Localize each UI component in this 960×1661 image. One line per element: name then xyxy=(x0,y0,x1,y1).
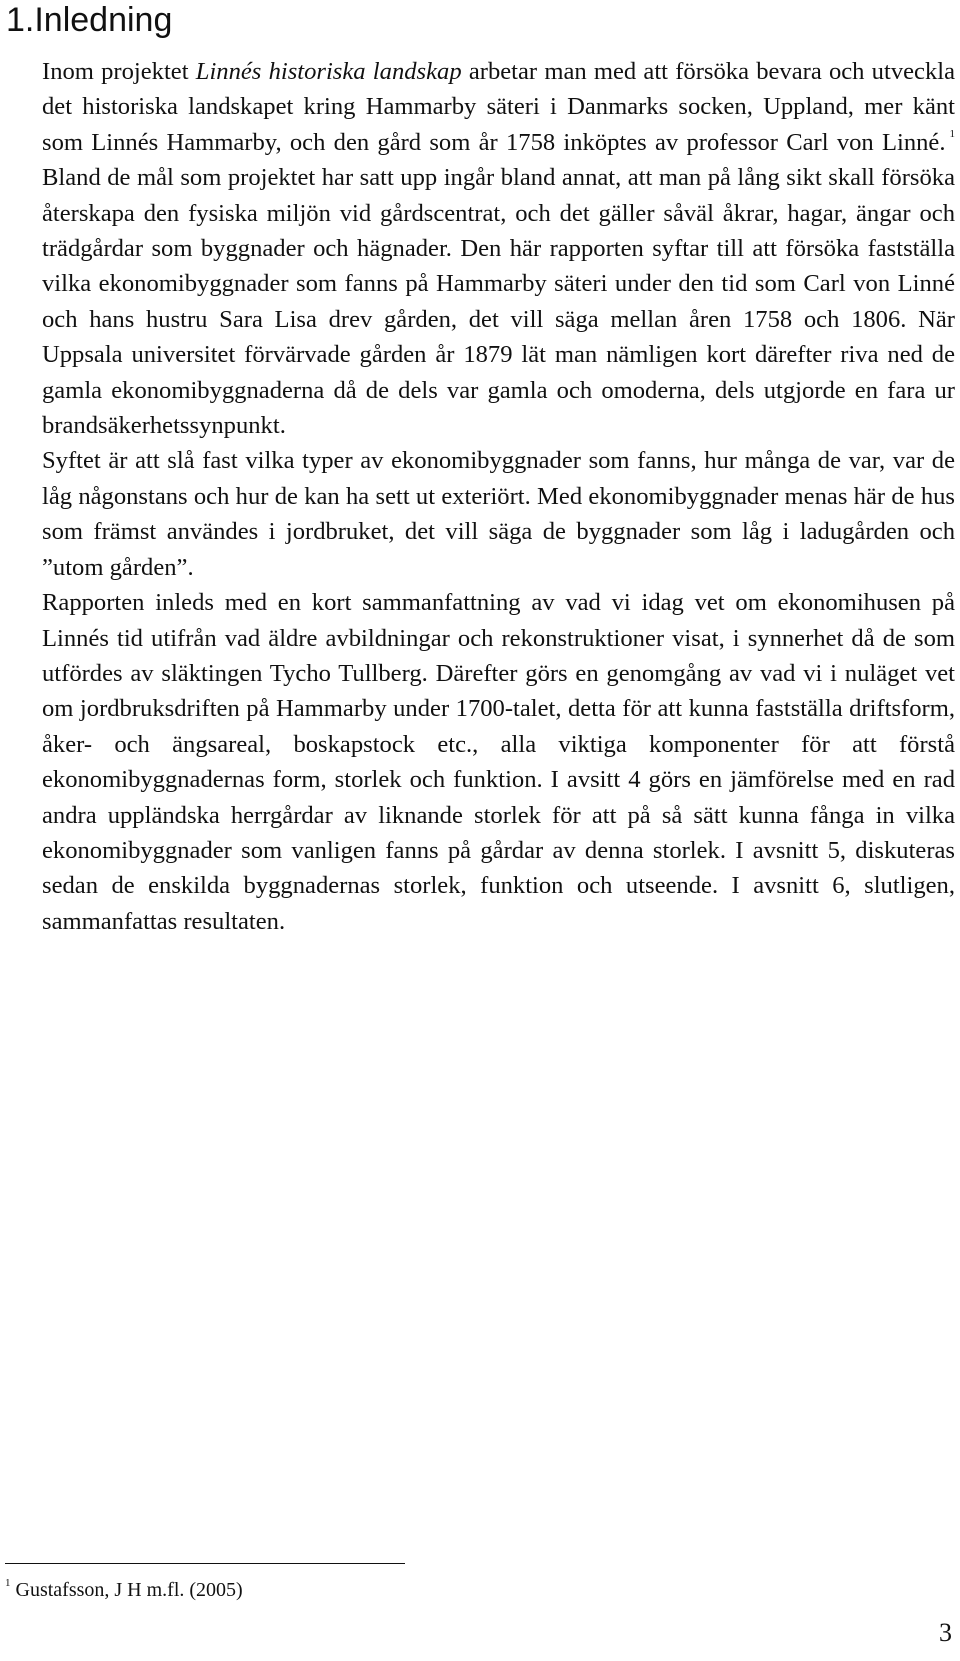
footnote-number: 1 xyxy=(5,1577,11,1589)
paragraph-1-continued: Bland de mål som projektet har satt upp ingår bland annat, att man på lång sikt skall försöka återskapa den fysiska miljön vid gårdscentrat, och det gäller såväl åkrar, hagar, ängar och trädgårdar som byggnader och hägnader. Den här rapporten syftar till att försöka fastställa vilka ekonomibyggnader som fanns på Hammarby säteri under den tid som Carl von Linné och hans hustru Sara Lisa drev gården, det vill säga mellan åren 1758 och 1806. När Uppsala universitet förvärvade gården år 1879 lät man nämligen kort därefter riva ned de gamla ekonomibyggnaderna då de dels var gamla och omoderna, dels utgjorde en fara ur brandsäkerhetssynpunkt. xyxy=(42,164,955,440)
page-number: 3 xyxy=(939,1618,952,1647)
project-title: Linnés historiska landskap xyxy=(195,58,462,85)
paragraph-3: Rapporten inleds med en kort sammanfattning av vad vi idag vet om ekonomihusen på Linnés tid utifrån vad äldre avbildningar och rekonstruktioner visat, i synnerhet då de som utfördes av släktingen Tycho Tullberg. Därefter görs en genomgång av vad vi i nuläget vet om jordbruksdriften på Hammarby under 1700-talet, detta för att kunna fastställa driftsform, åker- och ängsareal, boskapstock etc., alla viktiga komponenter för att förstå ekonomibyggnadernas form, storlek och funktion. I avsitt 4 görs en jämförelse med en rad andra uppländska herrgårdar av liknande storlek för att på så sätt kunna fånga in vilka ekonomibyggnader som vanligen fanns på gårdar av denna storlek. I avsnitt 5, diskuteras sedan de enskilda byggnadernas storlek, funktion och utseende. I avsnitt 6, slutligen, sammanfattas resultaten. xyxy=(42,589,955,935)
footnote xyxy=(5,1576,243,1604)
paragraph-1-intro: Inom projektet xyxy=(42,58,196,85)
body-text xyxy=(5,54,955,939)
footnote-separator xyxy=(5,1563,405,1564)
footnote-reference: 1 xyxy=(949,127,955,140)
paragraph-2: Syftet är att slå fast vilka typer av ekonomibyggnader som fanns, hur många de var, var de låg någonstans och hur de kan ha sett ut exteriört. Med ekonomibyggnader menas här de hus som främst användes i jordbruket, det vill säga de byggnader som låg i ladugården och ”utom gården”. xyxy=(42,447,955,581)
paragraph-1-rest: arbetar man med att försöka bevara och utveckla det historiska landskapet kring Hammarby säteri i Danmarks socken, Uppland, mer känt som Linnés Hammarby, och den gård som år 1758 inköptes av professor Carl von Linné. xyxy=(42,58,955,156)
footnote-text: Gustafsson, J H m.fl. (2005) xyxy=(15,1579,243,1601)
paragraph-1 xyxy=(5,54,955,443)
section-heading: 1.Inledning xyxy=(6,1,173,39)
